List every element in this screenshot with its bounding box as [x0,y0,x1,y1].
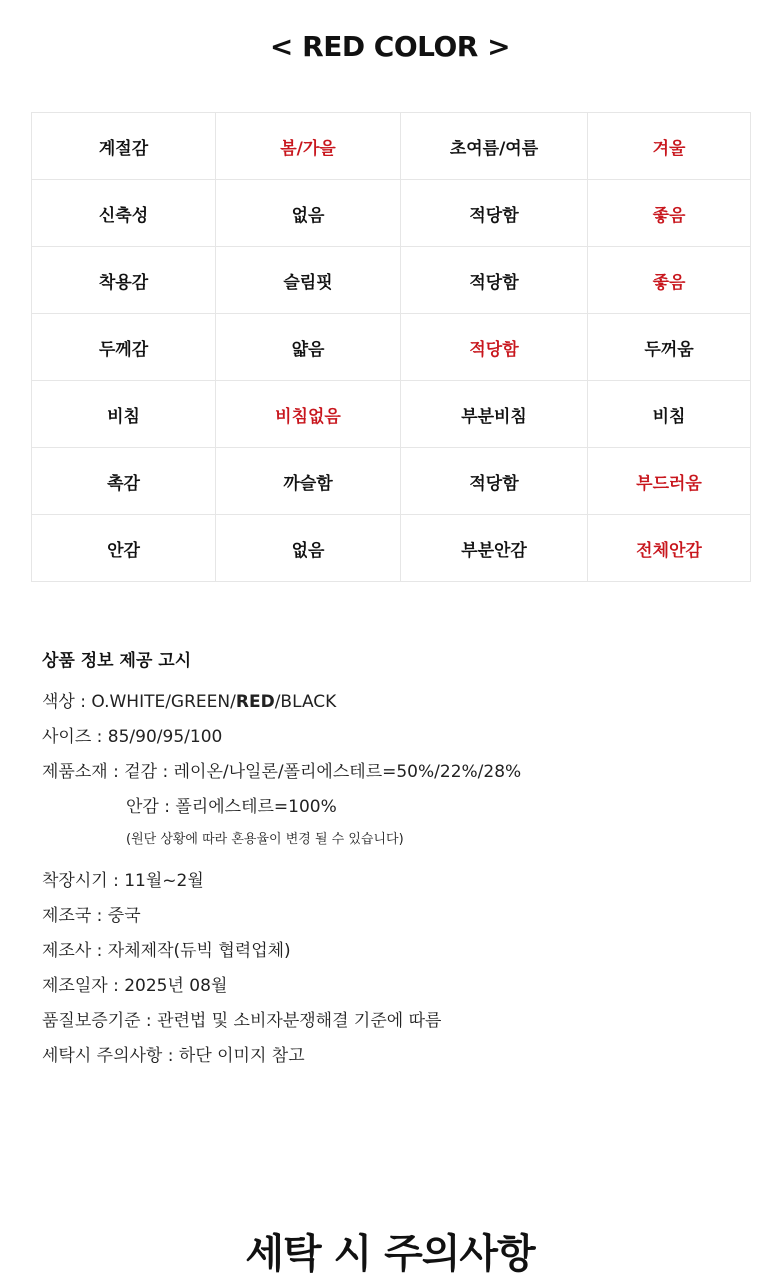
row-label-fit: 착용감 [32,247,216,314]
option-cell: 적당함 [401,247,588,314]
option-cell: 없음 [216,515,401,582]
row-label-stretch: 신축성 [32,180,216,247]
table-row [32,515,751,582]
info-maker: 제조사 : 자체제작(듀빅 협력업체) [42,941,291,961]
info-material-outer: 제품소재 : 겉감 : 레이온/나일론/폴리에스테르=50%/22%/28% [42,762,522,782]
option-cell: 봄/가을 [216,113,401,180]
product-info-notice [42,646,742,1074]
info-color [42,685,742,720]
option-cell: 좋음 [588,180,751,247]
info-material-note: (원단 상황에 따라 혼용율이 변경 될 수 있습니다) [126,832,404,847]
table-row [32,180,751,247]
spec-table [31,112,751,582]
page-title: < RED COLOR > [269,30,511,63]
option-cell: 두꺼움 [588,314,751,381]
row-label-sheer: 비침 [32,381,216,448]
row-label-lining: 안감 [32,515,216,582]
option-cell: 부드러움 [588,448,751,515]
option-cell: 적당함 [401,448,588,515]
option-cell: 전체안감 [588,515,751,582]
info-season: 착장시기 : 11월~2월 [42,871,204,891]
info-material-lining: 안감 : 폴리에스테르=100% [126,797,337,817]
option-cell: 없음 [216,180,401,247]
option-cell: 얇음 [216,314,401,381]
option-cell: 적당함 [401,180,588,247]
table-row [32,314,751,381]
option-cell: 겨울 [588,113,751,180]
row-label-touch: 촉감 [32,448,216,515]
option-cell: 까슬함 [216,448,401,515]
table-row [32,113,751,180]
color-prefix: 색상 : O.WHITE/GREEN/ [42,692,236,712]
row-label-season: 계절감 [32,113,216,180]
option-cell: 좋음 [588,247,751,314]
table-row [32,381,751,448]
info-date: 제조일자 : 2025년 08월 [42,976,228,996]
color-suffix: /BLACK [274,692,337,712]
option-cell: 초여름/여름 [401,113,588,180]
option-cell: 비침없음 [216,381,401,448]
info-care: 세탁시 주의사항 : 하단 이미지 참고 [42,1046,305,1066]
option-cell: 적당함 [401,314,588,381]
info-origin: 제조국 : 중국 [42,906,141,926]
option-cell: 비침 [588,381,751,448]
care-section-title: 세탁 시 주의사항 [245,1231,535,1277]
option-cell: 부분비침 [401,381,588,448]
info-warranty: 품질보증기준 : 관련법 및 소비자분쟁해결 기준에 따름 [42,1011,442,1031]
info-size: 사이즈 : 85/90/95/100 [42,727,223,747]
option-cell: 부분안감 [401,515,588,582]
row-label-thickness: 두께감 [32,314,216,381]
table-row [32,448,751,515]
option-cell: 슬림핏 [216,247,401,314]
color-selected: RED [235,692,275,712]
info-heading: 상품 정보 제공 고시 [42,651,192,671]
table-row [32,247,751,314]
